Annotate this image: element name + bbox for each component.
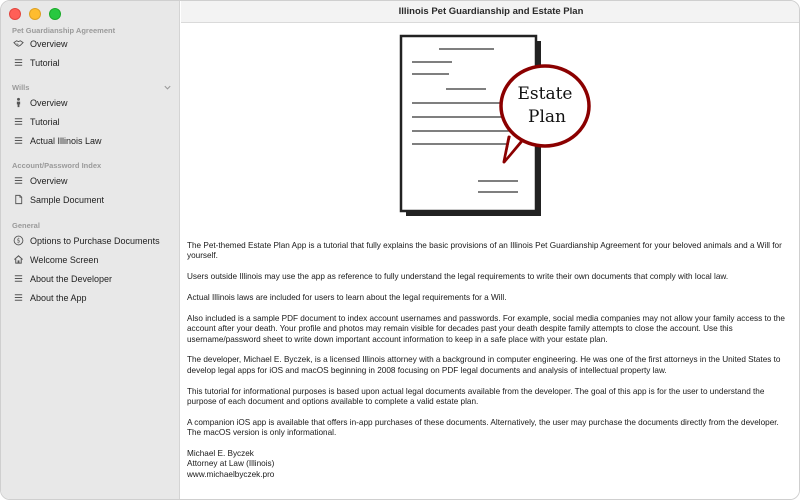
sidebar-item-pet-overview[interactable] [13,35,68,52]
logo-text-estate: Estate [517,84,573,104]
list-icon [13,57,24,68]
sidebar-item-account-overview[interactable] [13,172,68,189]
sidebar-item-label: Overview [30,38,68,49]
paragraph-companion: A companion iOS app is available that offers in-app purchases of these documents. Alternatively, the user may purchase the documents directly from the developer. The macOS version is only informational. [187,417,779,438]
sidebar-item-wills-law[interactable] [13,132,102,149]
section-header-wills: Wills [12,83,30,92]
section-header-pet: Pet Guardianship Agreement [12,26,116,35]
sidebar-item-label: Overview [30,175,68,186]
minimize-window-button[interactable] [29,8,41,20]
sidebar-item-label: About the Developer [30,273,113,284]
handshake-icon [13,38,24,49]
sidebar-item-label: Welcome Screen [30,254,99,265]
list-icon [13,116,24,127]
signature-name: Michael E. Byczek [187,449,254,459]
signature-block [187,449,792,480]
sidebar-item-label: Tutorial [30,57,60,68]
sidebar-item-wills-tutorial[interactable] [13,113,60,130]
sidebar-item-label: Tutorial [30,116,60,127]
sidebar-item-label: About the App [30,292,87,303]
dollar-circle-icon [13,235,24,246]
sidebar-item-label: Actual Illinois Law [30,135,102,146]
sidebar-item-about[interactable] [13,289,87,306]
person-icon [13,97,24,108]
window-title: Illinois Pet Guardianship and Estate Plan [398,6,584,17]
sidebar-item-label: Overview [30,97,68,108]
section-header-general: General [12,221,40,230]
sidebar-item-label: Sample Document [30,194,105,205]
section-header-account: Account/Password Index [12,161,102,170]
estate-plan-illustration [394,29,594,219]
sidebar-item-pet-tutorial[interactable] [13,54,60,71]
paragraph-purpose: This tutorial for informational purposes is based upon actual legal documents available from the developer. The goal of this app is for the user to understand the purpose of each document and options available to complete a valid estate plan. [187,386,765,407]
chevron-down-icon[interactable] [163,83,172,92]
paragraph-password-index: Also included is a sample PDF document to index account usernames and passwords. For example, social media companies may not allow your family access to the account after your death. Your profile and photos may remain visible for decades past your death despite family attempts to close the account. Use this username/password sheet to write down important account information to keep in a safe place with your estate plan. [187,313,785,344]
list-icon [13,135,24,146]
description-text [187,241,792,480]
signature-website: www.michaelbyczek.pro [187,469,275,479]
sidebar-item-developer[interactable] [13,270,112,287]
signature-title: Attorney at Law (Illinois) [187,459,275,469]
sidebar-item-purchase[interactable] [13,232,160,249]
window-controls [9,8,61,20]
list-icon [13,273,24,284]
zoom-window-button[interactable] [49,8,61,20]
main-content[interactable] [181,24,800,500]
paragraph-developer: The developer, Michael E. Byczek, is a licensed Illinois attorney with a background in computer engineering. He was one of the first attorneys in the United States to develop legal apps for iOS and macOS beginning in 2008 focusing on PDF legal documents and analysis of intellectual property law. [187,355,781,375]
list-icon [13,292,24,303]
paragraph-intro: The Pet-themed Estate Plan App is a tutorial that fully explains the basic provisions of an Illinois Pet Guardianship Agreement for your beloved animals and a Will for yourself. [187,241,782,261]
sidebar-item-account-sample[interactable] [13,191,104,208]
sidebar-item-welcome[interactable] [13,251,98,268]
logo-text-plan: Plan [528,107,566,127]
sidebar [1,1,180,500]
title-bar [181,1,800,23]
house-icon [13,254,24,265]
svg-text:$: $ [16,237,21,245]
document-icon [13,194,24,205]
paragraph-laws: Actual Illinois laws are included for users to learn about the legal requirements for a Will. [187,293,507,302]
sidebar-item-label: Options to Purchase Documents [30,235,160,246]
paragraph-outside-illinois: Users outside Illinois may use the app as reference to fully understand the legal requirements to write their own documents that comply with local law. [187,272,729,282]
close-window-button[interactable] [9,8,21,20]
list-icon [13,175,24,186]
sidebar-item-wills-overview[interactable] [13,94,68,111]
